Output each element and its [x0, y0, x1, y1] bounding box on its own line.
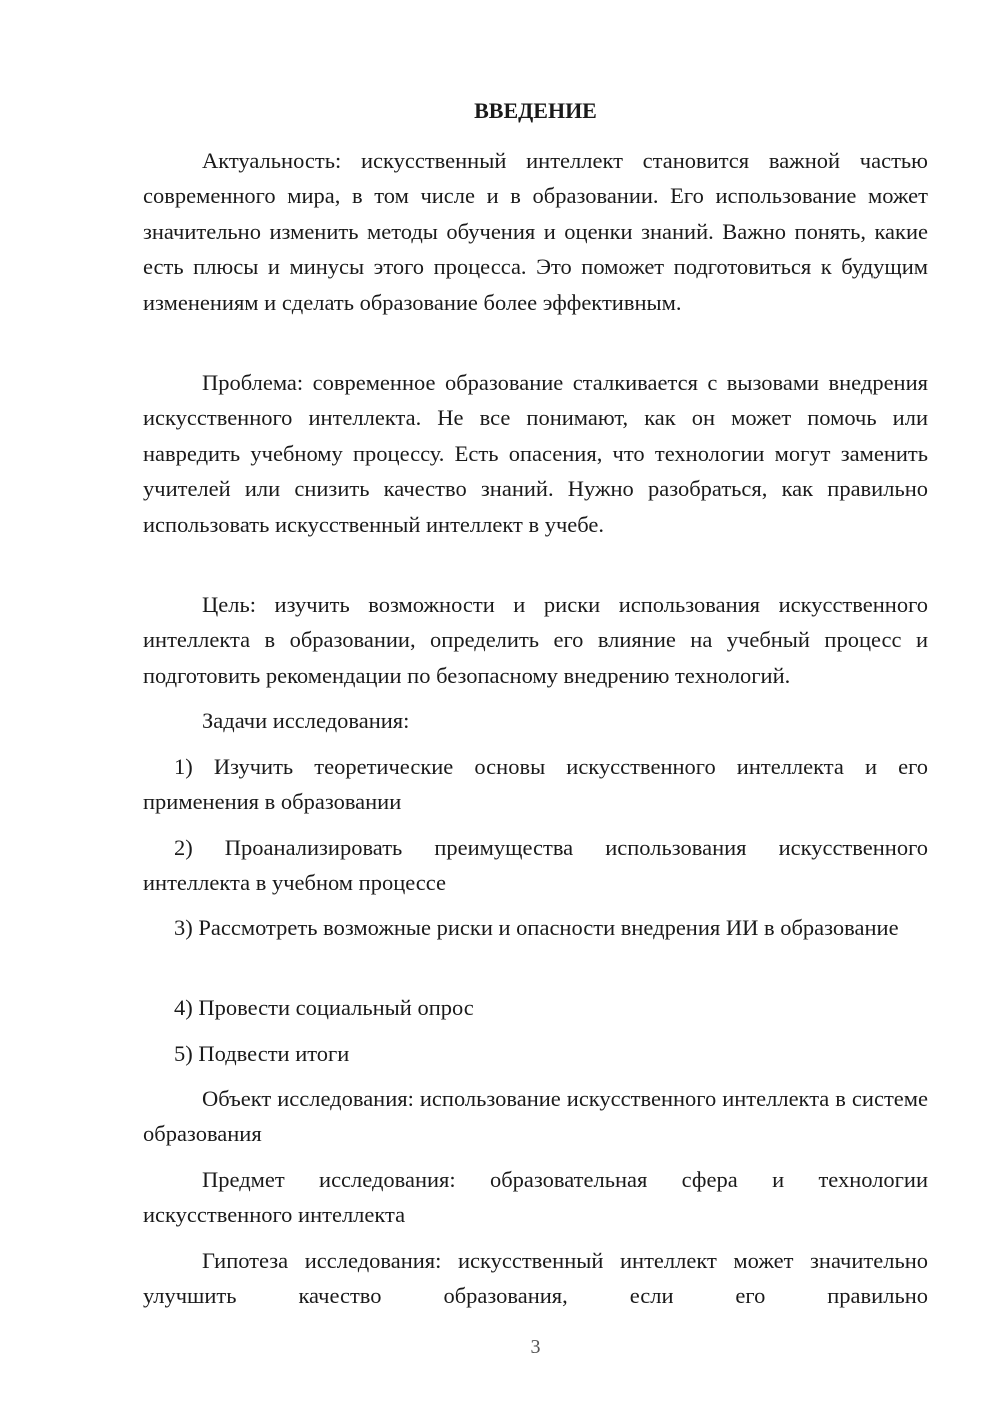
task-item: 3) Рассмотреть возможные риски и опасности внедрения ИИ в образование [174, 915, 899, 940]
paragraph-goal: Цель: изучить возможности и риски использования искусственного интеллекта в образовании, определить его влияние на учебный процесс и подготовить рекомендации по безопасному внедрению технологий. [143, 592, 928, 688]
paragraph-hypothesis: Гипотеза исследования: искусственный интеллект может значительно улучшить качество образования, если его правильно [143, 1248, 928, 1309]
task-item: 1) Изучить теоретические основы искусственного интеллекта и его применения в образовании [143, 754, 928, 815]
page-number: 3 [530, 1336, 541, 1358]
task-item: 5) Подвести итоги [174, 1041, 350, 1066]
tasks-heading: Задачи исследования: [202, 708, 410, 733]
paragraph-problem: Проблема: современное образование сталкивается с вызовами внедрения искусственного интеллекта. Не все понимают, как он может помочь или навредить учебному процессу. Есть опасения, что технологии могут заменить учителей или снизить качество знаний. Нужно разобраться, как правильно использовать искусственный интеллект в учебе. [143, 370, 928, 537]
paragraph-subject: Предмет исследования: образовательная сфера и технологии искусственного интеллекта [143, 1167, 928, 1228]
page-title: ВВЕДЕНИЕ [474, 98, 597, 123]
paragraph-object: Объект исследования: использование искусственного интеллекта в системе образования [143, 1086, 928, 1147]
task-item: 4) Провести социальный опрос [174, 995, 474, 1020]
task-item: 2) Проанализировать преимущества использования искусственного интеллекта в учебном процессе [143, 835, 928, 896]
paragraph-relevance: Актуальность: искусственный интеллект становится важной частью современного мира, в том числе и в образовании. Его использование может значительно изменить методы обучения и оценки знаний. Важно понять, какие есть плюсы и минусы этого процесса. Это поможет подготовиться к будущим изменениям и сделать образование более эффективным. [143, 148, 928, 315]
